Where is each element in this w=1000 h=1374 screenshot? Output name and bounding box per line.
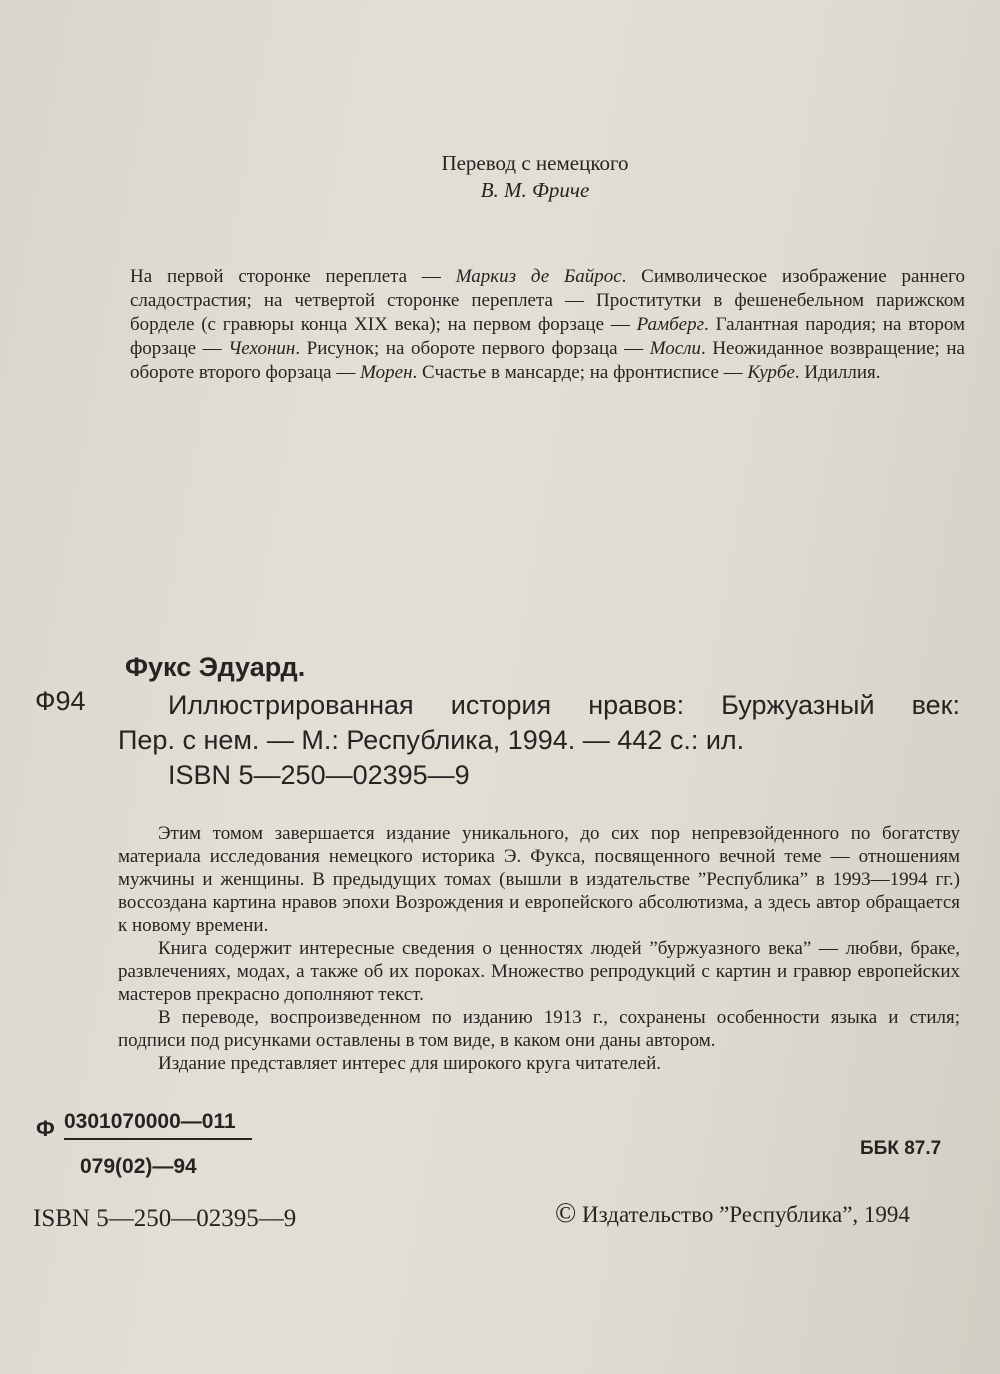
index-denominator: 079(02)—94 — [80, 1155, 197, 1178]
cover-artist-4: Мосли — [649, 338, 701, 359]
copyright-icon: © — [555, 1198, 577, 1229]
copyright-text: Издательство ”Республика”, 1994 — [582, 1202, 910, 1227]
cover-artist-1: Маркиз де Байрос — [455, 266, 622, 287]
catalog-author: Фукс Эдуард. — [125, 652, 306, 682]
cover-credits-paragraph — [130, 265, 965, 385]
catalog-code: Ф94 — [35, 686, 86, 716]
translation-block — [0, 150, 1000, 204]
annotation — [118, 822, 960, 1075]
translation-line: Перевод с немецкого — [441, 151, 629, 175]
cover-text-5: . Неожиданное возвращение; на обороте второго форзаца — — [130, 338, 965, 383]
cover-text-7: . Идиллия. — [794, 362, 881, 383]
cover-artist-3: Чехонин — [228, 338, 296, 359]
copyright-line — [555, 1198, 910, 1230]
catalog-title-line: Иллюстрированная история нравов: Буржуазный век: — [168, 690, 960, 720]
catalog-isbn: ISBN 5—250—02395—9 — [168, 760, 470, 790]
cover-text-2: . Символическое изображение раннего сладострастия; на четвертой сторонке переплета — Проститутки в фешенебельном парижском борделе (с гравюры конца XIX века); на первом форзаце — — [130, 266, 965, 335]
cover-credits — [130, 265, 965, 385]
catalog-imprint-line: Пер. с нем. — М.: Республика, 1994. — 442 с.: ил. — [118, 725, 745, 755]
footer-isbn: ISBN 5—250—02395—9 — [33, 1205, 297, 1232]
catalog-record — [118, 688, 960, 793]
annotation-paragraph-3: В переводе, воспроизведенном по изданию 1913 г., сохранены особенности языка и стиля; подписи под рисунками оставлены в том виде, в каком они даны автором. — [118, 1007, 960, 1051]
cover-artist-2: Рамберг — [636, 314, 705, 335]
annotation-paragraph-1: Этим томом завершается издание уникального, до сих пор непревзойденного по богатству материала исследования немецкого историка Э. Фукса, посвященного вечной теме — отношениям мужчины и женщины. В предыдущих томах (вышли в издательстве ”Республика” в 1993—1994 гг.) воссоздана картина нравов эпохи Возрождения и европейского абсолютизма, а здесь автор обращается к новому времени. — [118, 823, 960, 936]
index-numerator: 0301070000—011 — [64, 1110, 236, 1133]
index-fraction-line — [64, 1138, 252, 1140]
cover-artist-5: Морен — [360, 362, 413, 383]
cover-text-1: На первой сторонке переплета — — [130, 266, 456, 287]
cover-text-6: . Счастье в мансарде; на фронтисписе — — [412, 362, 748, 383]
index-letter: Ф — [36, 1116, 55, 1141]
translator-name: В. М. Фриче — [480, 178, 590, 202]
bbk-code: ББК 87.7 — [860, 1138, 942, 1159]
cover-text-4: . Рисунок; на обороте первого форзаца — — [295, 338, 650, 359]
cover-text-3: . Галантная пародия; на втором форзаце — — [130, 314, 965, 359]
cover-artist-6: Курбе — [747, 362, 795, 383]
annotation-paragraph-2: Книга содержит интересные сведения о ценностях людей ”буржуазного века” — любви, браке, развлечениях, модах, а также об их пороках. Множество репродукций с картин и гравюр европейских мастеров прекрасно дополняют текст. — [118, 938, 960, 1005]
annotation-paragraph-4: Издание представляет интерес для широкого круга читателей. — [158, 1053, 662, 1074]
